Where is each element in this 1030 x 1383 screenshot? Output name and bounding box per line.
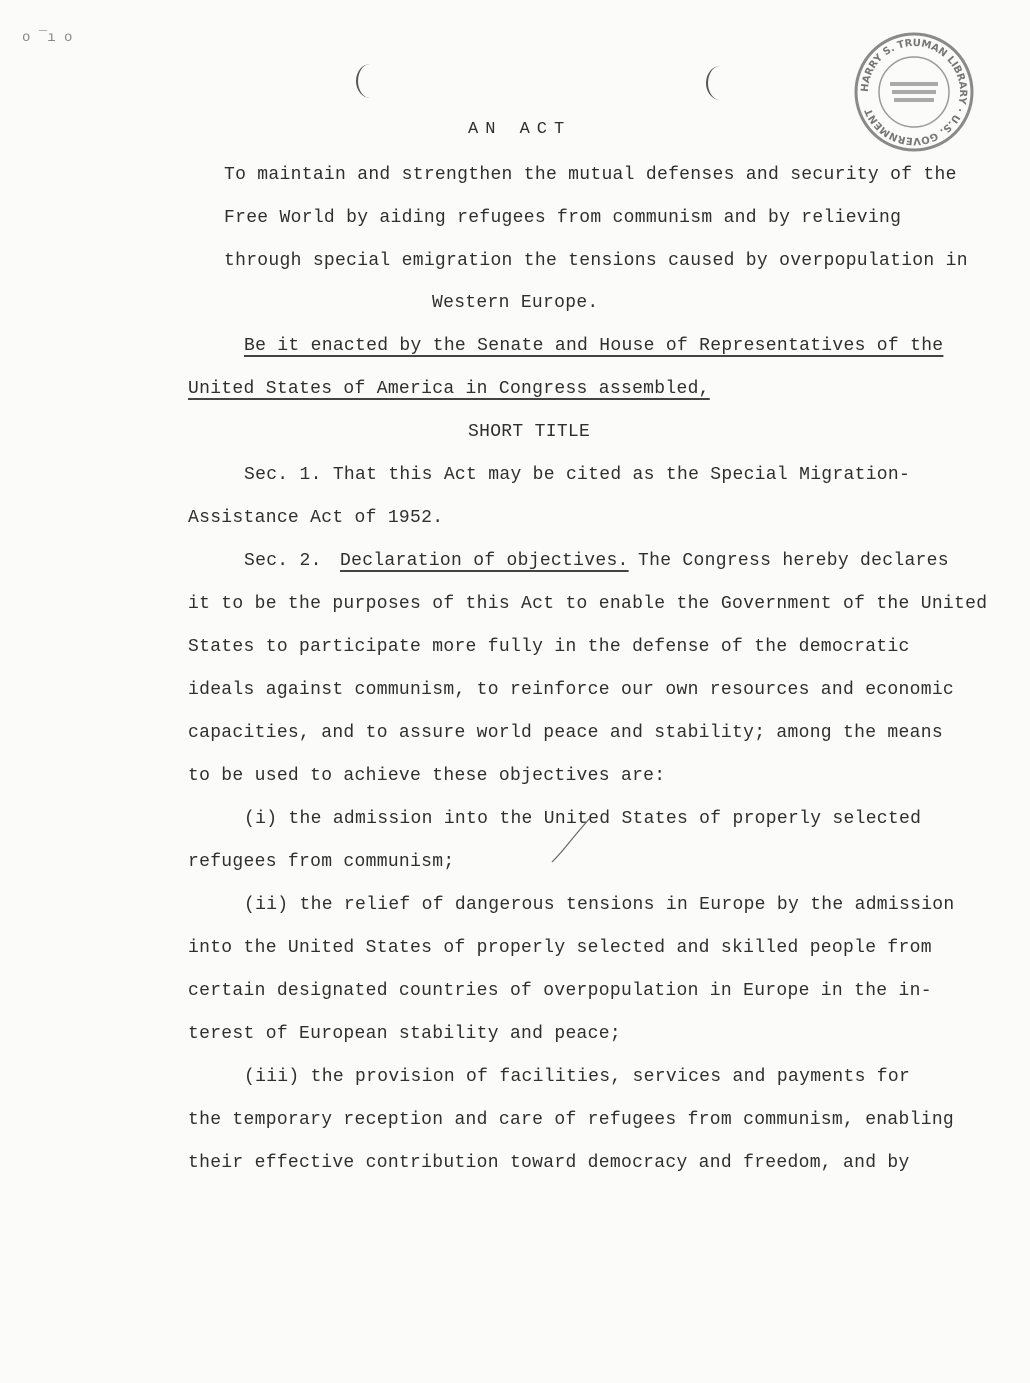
margin-mark: o ¯ı o — [22, 30, 73, 46]
item-iii-line-2: the temporary reception and care of refugees from communism, enabling — [188, 1110, 955, 1130]
sec1-line-1: Sec. 1. That this Act may be cited as the Special Migration- — [244, 465, 911, 485]
title-line-4: Western Europe. — [432, 293, 599, 313]
item-i-line-2: refugees from communism; — [188, 852, 455, 872]
enacting-clause-line-2: United States of America in Congress assembled, — [188, 379, 710, 399]
item-ii-line-2: into the United States of properly selected and skilled people from — [188, 938, 932, 958]
item-ii-line-4: terest of European stability and peace; — [188, 1024, 621, 1044]
stamp-text: HARRY S. TRUMAN LIBRARY · U.S. GOVERNMENT — [859, 37, 969, 147]
item-i-line-1: (i) the admission into the United States of properly selected — [244, 809, 922, 829]
sec2-line-3: States to participate more fully in the defense of the democratic — [188, 637, 910, 657]
act-heading: AN ACT — [468, 120, 572, 139]
title-line-3: through special emigration the tensions caused by overpopulation in — [224, 251, 968, 271]
sec2-label: Sec. 2. — [244, 551, 322, 571]
sec2-line-2: it to be the purposes of this Act to enable the Government of the United — [188, 594, 988, 614]
item-iii-line-3: their effective contribution toward democracy and freedom, and by — [188, 1153, 910, 1173]
title-line-2: Free World by aiding refugees from communism and by relieving — [224, 208, 902, 228]
item-iii-line-1: (iii) the provision of facilities, services and payments for — [244, 1067, 911, 1087]
library-stamp-icon — [852, 30, 976, 154]
punch-hole-left — [356, 64, 384, 98]
short-title-heading: SHORT TITLE — [468, 422, 591, 442]
enacting-clause-line-1: Be it enacted by the Senate and House of Representatives of the — [244, 336, 944, 356]
sec2-line-6: to be used to achieve these objectives are: — [188, 766, 666, 786]
sec2-line-1: The Congress hereby declares — [638, 551, 949, 571]
punch-hole-right — [706, 66, 734, 100]
sec2-heading: Declaration of objectives. — [340, 551, 629, 571]
sec1-line-2: Assistance Act of 1952. — [188, 508, 444, 528]
title-line-1: To maintain and strengthen the mutual defenses and security of the — [224, 165, 957, 185]
sec2-line-5: capacities, and to assure world peace and stability; among the means — [188, 723, 943, 743]
sec2-line-4: ideals against communism, to reinforce our own resources and economic — [188, 680, 955, 700]
item-ii-line-3: certain designated countries of overpopulation in Europe in the in- — [188, 981, 932, 1001]
item-ii-line-1: (ii) the relief of dangerous tensions in Europe by the admission — [244, 895, 955, 915]
handwritten-check-icon — [548, 814, 594, 866]
